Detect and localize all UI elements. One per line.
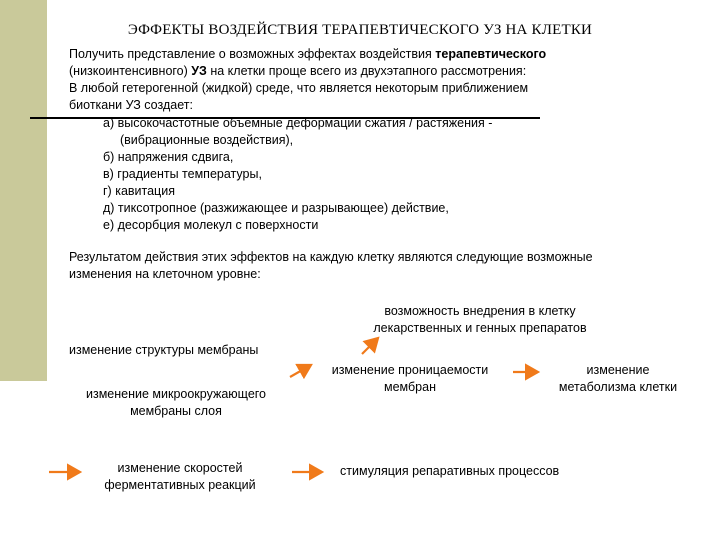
intro-line-1-text: Получить представление о возможных эффектах воздействия bbox=[69, 47, 436, 61]
node-permeability-line-1: изменение проницаемости bbox=[331, 363, 489, 377]
intro-bold-term: терапевтического bbox=[435, 47, 547, 61]
node-drug-delivery-line-1: возможность внедрения в клетку bbox=[384, 304, 576, 318]
node-membrane-structure: изменение структуры мембраны bbox=[69, 343, 259, 357]
node-permeability bbox=[305, 362, 515, 396]
intro-line-4: биоткани УЗ создает: bbox=[69, 98, 193, 112]
arrow-to-drug-delivery bbox=[362, 338, 378, 354]
result-line-2: изменения на клеточном уровне: bbox=[69, 267, 261, 281]
node-permeability-line-2: мембран bbox=[384, 380, 436, 394]
node-drug-delivery-line-2: лекарственных и генных препаратов bbox=[373, 321, 587, 335]
node-metabolism-line-1: изменение bbox=[586, 363, 650, 377]
node-enzyme-rates-line-2: ферментативных реакций bbox=[104, 478, 256, 492]
decorative-sidebar bbox=[0, 0, 47, 381]
effect-a-cont: (вибрационные воздействия), bbox=[120, 133, 294, 147]
node-repair-stimulation: стимуляция репаративных процессов bbox=[340, 464, 560, 478]
result-line-1: Результатом действия этих эффектов на каждую клетку являются следующие возможные bbox=[69, 250, 593, 264]
effect-f: е) десорбция молекул с поверхности bbox=[103, 218, 319, 232]
node-enzyme-rates-line-1: изменение скоростей bbox=[117, 461, 243, 475]
intro-line-1 bbox=[69, 46, 546, 63]
node-microenvironment bbox=[66, 386, 286, 420]
effect-c: в) градиенты температуры, bbox=[103, 167, 262, 181]
effect-d: г) кавитация bbox=[103, 184, 175, 198]
intro-bold-uz: УЗ bbox=[191, 64, 207, 78]
node-metabolism-line-2: метаболизма клетки bbox=[558, 380, 678, 394]
node-microenvironment-line-1: изменение микроокружающего bbox=[85, 387, 267, 401]
node-enzyme-rates bbox=[80, 460, 280, 494]
node-microenvironment-line-2: мембраны слоя bbox=[130, 404, 222, 418]
intro-line-3: В любой гетерогенной (жидкой) среде, что является некоторым приближением bbox=[69, 81, 529, 95]
slide-title: ЭФФЕКТЫ ВОЗДЕЙСТВИЯ ТЕРАПЕВТИЧЕСКОГО УЗ НА КЛЕТКИ bbox=[127, 22, 593, 38]
effect-e: д) тиксотропное (разжижающее и разрывающее) действие, bbox=[103, 201, 449, 215]
effect-b: б) напряжения сдвига, bbox=[103, 150, 234, 164]
effect-a: а) высокочастотные объемные деформации сжатия / растяжения - bbox=[103, 116, 493, 130]
node-metabolism bbox=[548, 362, 688, 396]
intro-line-2-text-c: на клетки проще всего из двухэтапного рассмотрения: bbox=[206, 64, 527, 78]
intro-line-2 bbox=[69, 63, 526, 80]
node-drug-delivery bbox=[320, 303, 640, 337]
intro-line-2-text-a: (низкоинтенсивного) bbox=[69, 64, 192, 78]
